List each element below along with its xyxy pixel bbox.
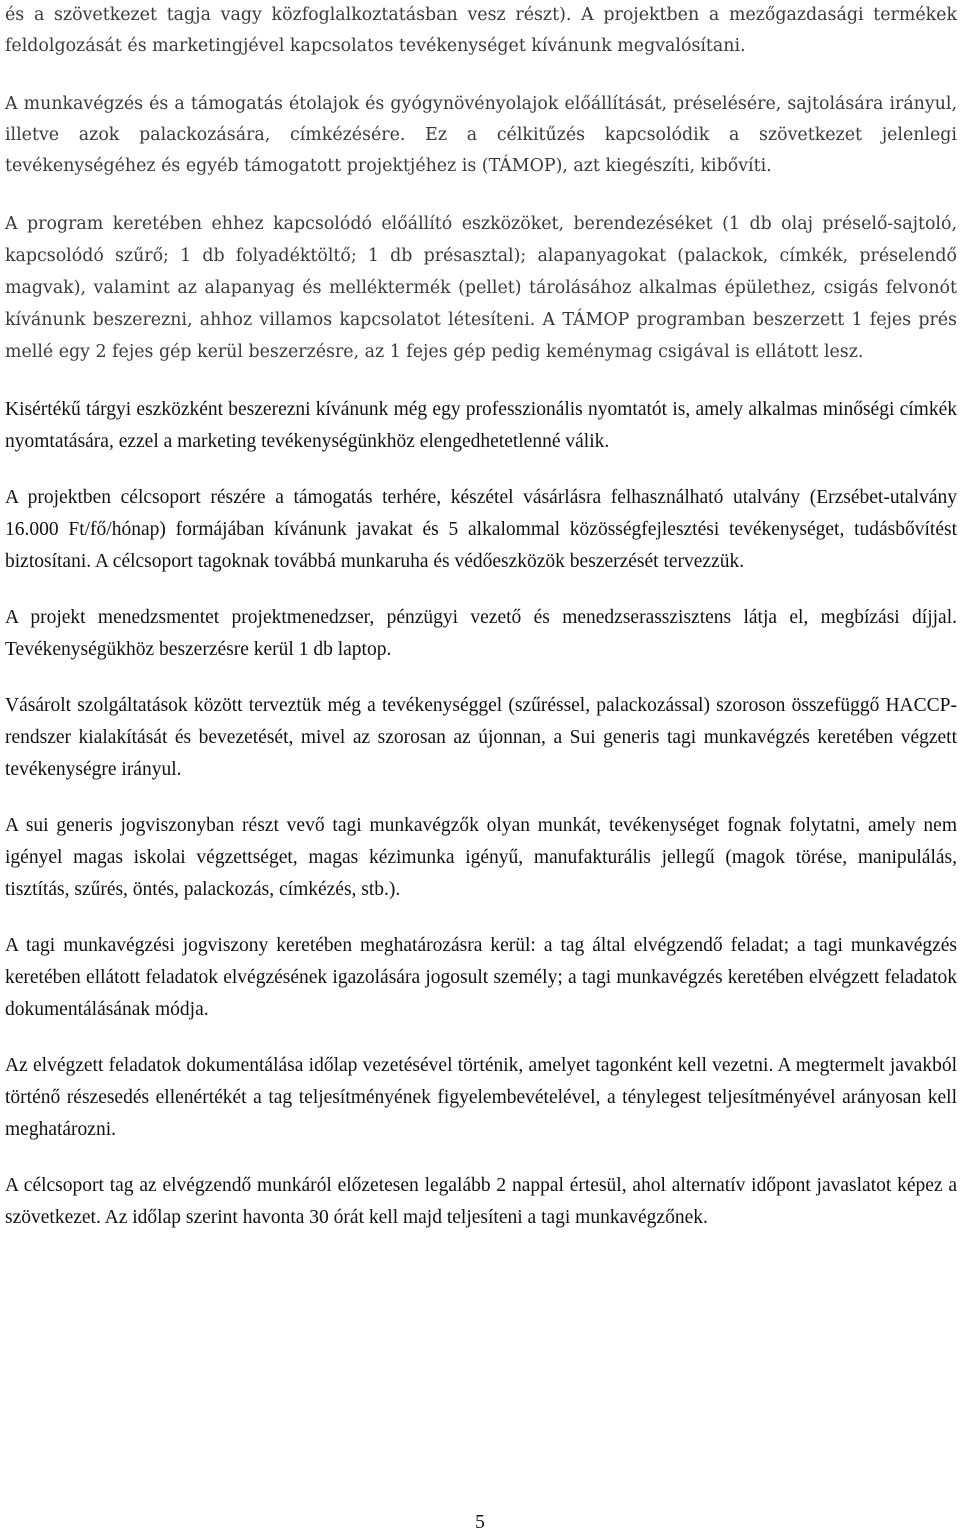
paragraph-10: Az elvégzett feladatok dokumentálása időlap vezetésével történik, amelyet tagonként kell vezetni. A megtermelt javakból történő részesedés ellenértékét a tag teljesítményének figyelembevételével, a ténylegest teljesítményével arányosan kell meghatározni. [5, 1055, 957, 1140]
page-number: 5 [475, 1512, 485, 1533]
paragraph-8: A sui generis jogviszonyban részt vevő tagi munkavégzők olyan munkát, tevékenységet fognak folytatni, amely nem igényel magas iskolai végzettséget, magas kézimunka igényű, manufakturális jellegű (magok törése, manipulálás, tisztítás, szűrés, öntés, palackozás, címkézés, stb.). [5, 815, 957, 900]
paragraph-3: A program keretében ehhez kapcsolódó előállító eszközöket, berendezéséket (1 db olaj préselő-sajtoló, kapcsolódó szűrő; 1 db folyadéktöltő; 1 db présasztal); alapanyagokat (palackok, címkék, préselendő magvak), valamint az alapanyag és melléktermék (pellet) tárolásához alkalmas épülethez, csigás felvonót kívánunk beszerezni, ahhoz villamos kapcsolatot létesíteni. A TÁMOP programban beszerzett 1 fejes prés mellé egy 2 fejes gép kerül beszerzésre, az 1 fejes gép pedig keménymag csigával is ellátott lesz. [5, 214, 957, 362]
paragraph-7: Vásárolt szolgáltatások között terveztük még a tevékenységgel (szűréssel, palackozással) szoroson összefüggő HACCP-rendszer kialakítását és bevezetését, mivel az szorosan az újonnan, a Sui generis tagi munkavégzés keretében végzett tevékenységre irányul. [5, 695, 957, 780]
paragraph-1: és a szövetkezet tagja vagy közfoglalkoztatásban vesz részt). A projektben a mezőgazdasági termékek feldolgozását és marketingjével kapcsolatos tevékenységet kívánunk megvalósítani. [5, 5, 957, 56]
paragraph-4: Kisértékű tárgyi eszközként beszerezni kívánunk még egy professzionális nyomtatót is, amely alkalmas minőségi címkék nyomtatására, ezzel a marketing tevékenységünkhöz elengedhetetlenné válik. [5, 399, 957, 452]
document-page [5, 0, 957, 1234]
paragraph-6: A projekt menedzsmentet projektmenedzser, pénzügyi vezető és menedzserasszisztens látja el, megbízási díjjal. Tevékenységükhöz beszerzésre kerül 1 db laptop. [5, 607, 957, 660]
paragraph-2: A munkavégzés és a támogatás étolajok és gyógynövényolajok előállítását, préselésére, sajtolására irányul, illetve azok palackozására, címkézésére. Ez a célkitűzés kapcsolódik a szövetkezet jelenlegi tevékenységéhez és egyéb támogatott projektjéhez is (TÁMOP), azt kiegészíti, kibővíti. [5, 94, 957, 176]
paragraph-9: A tagi munkavégzési jogviszony keretében meghatározásra kerül: a tag által elvégzendő feladat; a tagi munkavégzés keretében ellátott feladatok elvégzésének igazolására jogosult személy; a tagi munkavégzés keretében elvégzett feladatok dokumentálásának módja. [5, 935, 957, 1020]
paragraph-5: A projektben célcsoport részére a támogatás terhére, készétel vásárlásra felhasználható utalvány (Erzsébet-utalvány 16.000 Ft/fő/hónap) formájában kívánunk javakat és 5 alkalommal közösségfejlesztési tevékenységet, tudásbővítést biztosítani. A célcsoport tagoknak továbbá munkaruha és védőeszközök beszerzését tervezzük. [5, 487, 957, 572]
paragraph-11: A célcsoport tag az elvégzendő munkáról előzetesen legalább 2 nappal értesül, ahol alternatív időpont javaslatot képez a szövetkezet. Az időlap szerint havonta 30 órát kell majd teljesíteni a tagi munkavégzőnek. [5, 1175, 957, 1228]
